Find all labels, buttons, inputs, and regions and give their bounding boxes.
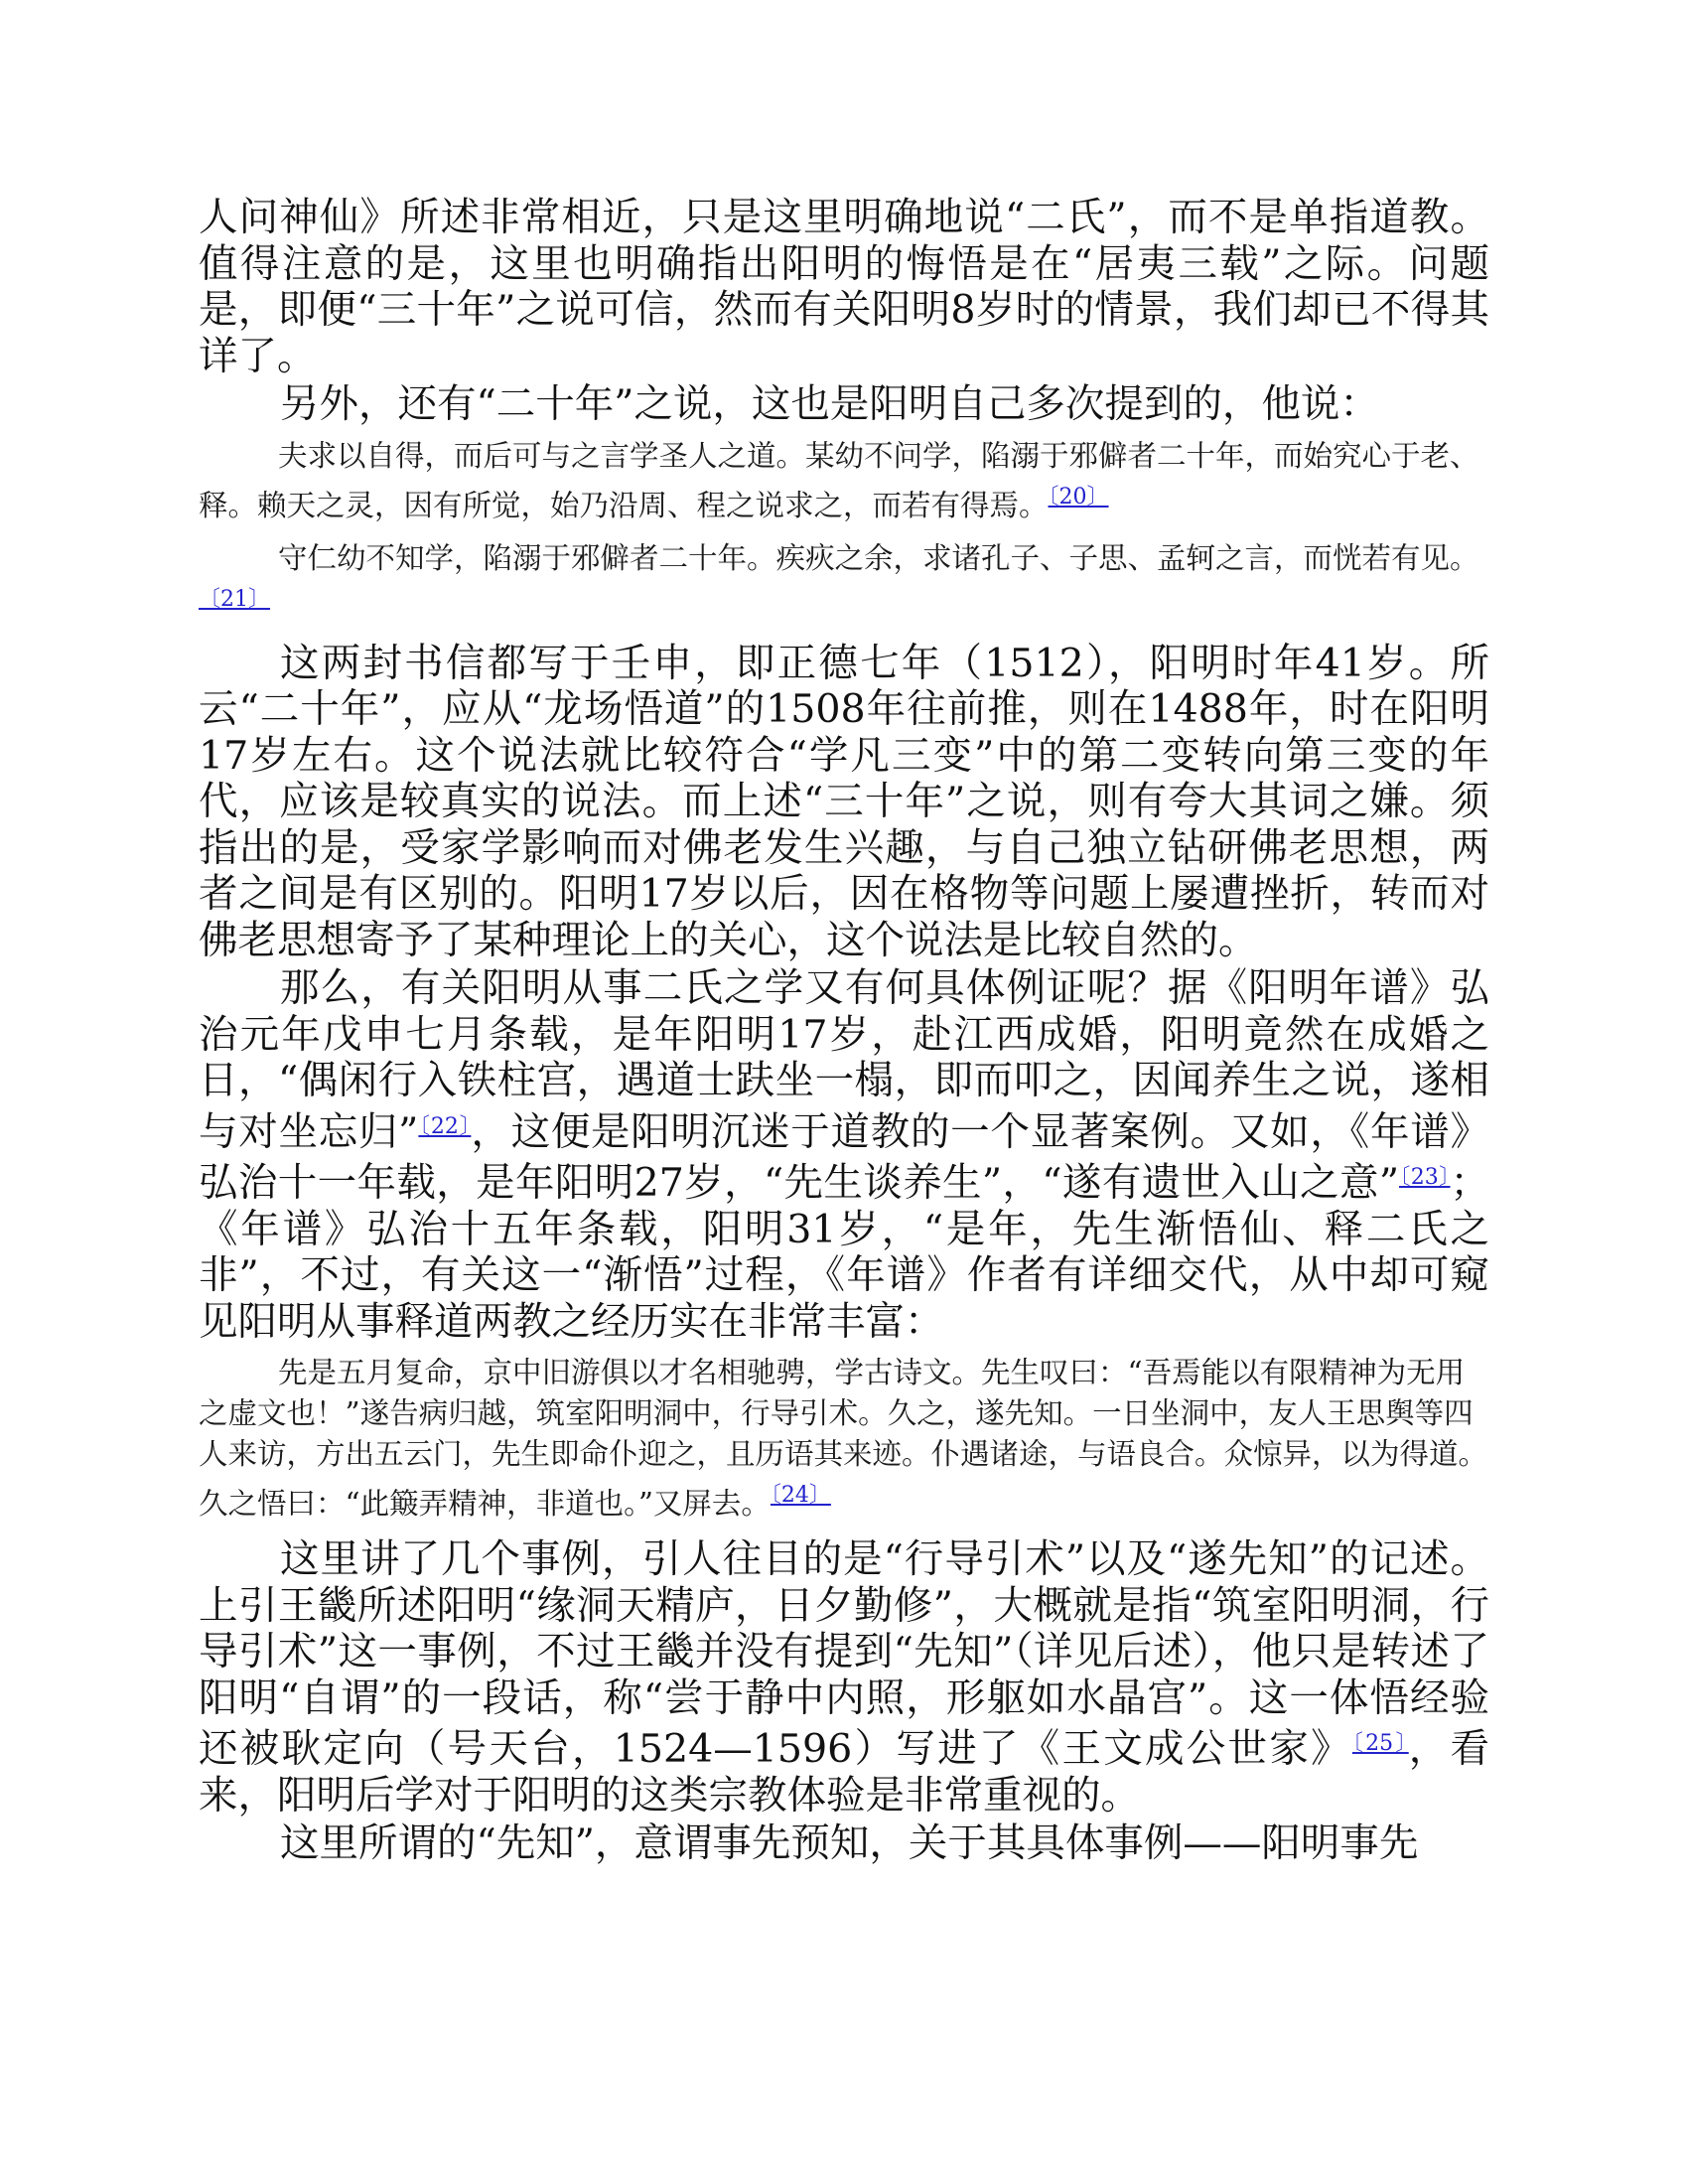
text-run: 那么，有关阳明从事二氏之学又有何具体例证呢？据《阳明年谱》弘治元年戊申七月条载，是年阳明17岁，赴江西成婚，阳明竟然在成婚之日，“偶闲行入铁柱宫，遇道士趺坐一榻，即而叩之，因闻养生之说，遂相与对坐忘归” — [199, 965, 1489, 1155]
block-quote-3 — [199, 1353, 1489, 1525]
text-run: 这两封书信都写于壬申，即正德七年（1512），阳明时年41岁。所云“二十年”，应从“龙场悟道”的1508年往前推，则在1488年，时在阳明17岁左右。这个说法就比较符合“学凡三变”中的第二变转向第三变的年代，应该是较真实的说法。而上述“三十年”之说，则有夸大其词之嫌。须指出的是，受家学影响而对佛老发生兴趣，与自己独立钻研佛老思想，两者之间是有区别的。阳明17岁以后，因在格物等问题上屡遭挫折，转而对佛老思想寄予了某种理论上的关心，这个说法是比较自然的。 — [199, 640, 1489, 963]
footnote-link-20[interactable]: 〔20〕 — [1048, 484, 1109, 510]
paragraph-5 — [199, 1536, 1489, 1819]
quote-text: 守仁幼不知学，陷溺于邪僻者二十年。疾疢之余，求诸孔子、子思、孟轲之言，而恍若有见。 — [278, 540, 1479, 575]
text-run: ，这便是阳明沉迷于道教的一个显著案例。又如，《年谱》弘治十一年载，是年阳明27岁，“先生谈养生”，“遂有遗世入山之意” — [199, 1108, 1490, 1206]
text-run: 另外，还有“二十年”之说，这也是阳明自己多次提到的，他说： — [280, 381, 1379, 427]
paragraph-4 — [199, 965, 1489, 1345]
quote-text: 夫求以自得，而后可与之言学圣人之道。某幼不问学，陷溺于邪僻者二十年，而始究心于老、释。赖天之灵，因有所觉，始乃沿周、程之说求之，而若有得焉。 — [199, 438, 1479, 522]
footnote-link-23[interactable]: 〔23〕 — [1399, 1165, 1451, 1190]
block-quote-1 — [199, 436, 1489, 526]
paragraph-2 — [199, 381, 1489, 428]
text-run: 这里所谓的“先知”，意谓事先预知，关于其具体事例——阳明事先 — [280, 1820, 1419, 1866]
text-run: 人问神仙》所述非常相近，只是这里明确地说“二氏”，而不是单指道教。值得注意的是，这里也明确指出阳明的悔悟是在“居夷三载”之际。问题是，即便“三十年”之说可信，然而有关阳明8岁时的情景，我们却已不得其详了。 — [199, 195, 1489, 379]
text-run: 这里讲了几个事例，引人往目的是“行导引术”以及“遂先知”的记述。上引王畿所述阳明“缘洞天精庐，日夕勤修”，大概就是指“筑室阳明洞，行导引术”这一事例，不过王畿并没有提到“先知”（详见后述），他只是转述了阳明“自谓”的一段话，称“尝于静中内照，形躯如水晶宫”。这一体悟经验还被耿定向（号天台，1524—1596）写进了《王文成公世家》 — [199, 1536, 1489, 1772]
paragraph-3 — [199, 641, 1489, 964]
footnote-link-24[interactable]: 〔24〕 — [770, 1483, 831, 1508]
footnote-link-21[interactable]: 〔21〕 — [199, 586, 270, 612]
footnote-link-25[interactable]: 〔25〕 — [1351, 1731, 1409, 1756]
quote-text: 先是五月复命，京中旧游俱以才名相驰骋，学古诗文。先生叹曰：“吾焉能以有限精神为无用之虚文也！”遂告病归越，筑室阳明洞中，行导引术。久之，遂先知。一日坐洞中，友人王思舆等四人来访，方出五云门，先生即命仆迎之，且历语其来迹。仆遇诸途，与语良合。众惊异，以为得道。久之悟曰：“此簸弄精神，非道也。”又屏去。 — [199, 1356, 1488, 1521]
document-page — [199, 195, 1489, 1869]
text-run: ，看来，阳明后学对于阳明的这类宗教体验是非常重视的。 — [199, 1726, 1489, 1819]
paragraph-1 — [199, 195, 1489, 379]
text-run: ；《年谱》弘治十五年条载，阳明31岁，“是年，先生渐悟仙、释二氏之非”，不过，有关这一“渐悟”过程，《年谱》作者有详细交代，从中却可窥见阳明从事释道两教之经历实在非常丰富： — [199, 1160, 1489, 1345]
block-quote-2 — [199, 538, 1489, 629]
footnote-link-22[interactable]: 〔22〕 — [418, 1113, 472, 1139]
paragraph-6 — [199, 1820, 1489, 1867]
